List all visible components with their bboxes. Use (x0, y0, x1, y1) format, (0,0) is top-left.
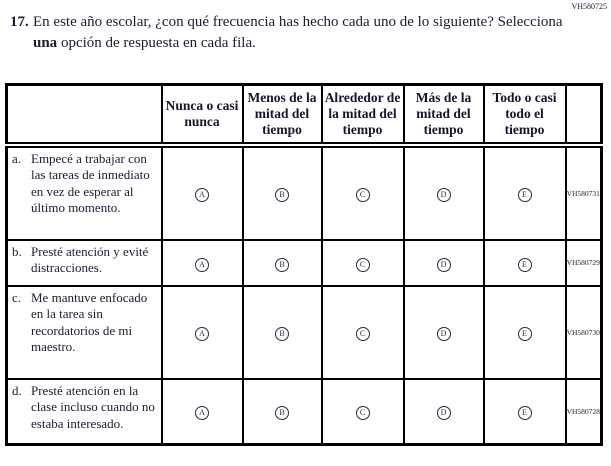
option-bubble-e[interactable]: E (518, 327, 532, 341)
table-row (7, 286, 602, 379)
option-cell (484, 379, 566, 445)
option-cell (404, 240, 484, 286)
column-header-todo: Todo o casi todo el tiempo (484, 85, 566, 145)
option-bubble-a[interactable]: A (195, 258, 209, 272)
option-cell (243, 240, 322, 286)
question-line2-rest: opción de respuesta en cada fila. (57, 35, 256, 51)
option-cell (243, 379, 322, 445)
form-code: VH580725 (571, 2, 607, 11)
option-bubble-c[interactable]: C (356, 327, 370, 341)
row-code: VH580731 (566, 145, 602, 240)
option-cell (484, 240, 566, 286)
option-bubble-a[interactable]: A (195, 406, 209, 420)
row-letter: a. (12, 150, 22, 166)
column-header-alrededor: Alrededor de la mitad del tiempo (322, 85, 404, 145)
option-bubble-d[interactable]: D (437, 327, 451, 341)
option-cell (484, 286, 566, 379)
option-bubble-c[interactable]: C (356, 188, 370, 202)
option-cell (162, 240, 243, 286)
option-cell (243, 286, 322, 379)
option-bubble-e[interactable]: E (518, 188, 532, 202)
row-letter: c. (12, 289, 22, 305)
row-label (7, 240, 162, 286)
header-row (7, 85, 602, 145)
option-bubble-e[interactable]: E (518, 258, 532, 272)
row-label (7, 379, 162, 445)
option-cell (243, 145, 322, 240)
option-cell (322, 286, 404, 379)
option-cell (162, 145, 243, 240)
option-bubble-c[interactable]: C (356, 258, 370, 272)
table-row (7, 145, 602, 240)
option-cell (404, 286, 484, 379)
row-statement: Presté atención en la clase incluso cuando no estaba interesado. (31, 382, 155, 431)
row-label (7, 286, 162, 379)
option-bubble-d[interactable]: D (437, 258, 451, 272)
column-header-menos: Menos de la mitad del tiempo (243, 85, 322, 145)
option-bubble-a[interactable]: A (195, 327, 209, 341)
option-cell (322, 240, 404, 286)
row-code: VH580730 (566, 286, 602, 379)
option-cell (162, 286, 243, 379)
question-block (10, 12, 580, 54)
option-bubble-a[interactable]: A (195, 188, 209, 202)
option-cell (484, 145, 566, 240)
question-number: 17. (10, 14, 29, 30)
row-statement: Presté atención y evité distracciones. (31, 243, 149, 275)
row-letter: b. (12, 243, 22, 259)
response-matrix-table (5, 83, 603, 446)
option-bubble-b[interactable]: B (275, 327, 289, 341)
row-statement: Me mantuve enfocado en la tarea sin recordatorios de mi maestro. (31, 289, 148, 354)
question-text (33, 12, 563, 54)
option-cell (162, 379, 243, 445)
option-bubble-c[interactable]: C (356, 406, 370, 420)
option-cell (322, 145, 404, 240)
column-header-nunca: Nunca o casi nunca (162, 85, 243, 145)
header-stub-cell (7, 85, 162, 145)
question-line1: En este año escolar, ¿con qué frecuencia has hecho cada uno de lo siguiente? Selecciona (33, 14, 563, 30)
row-code: VH580729 (566, 240, 602, 286)
option-cell (322, 379, 404, 445)
option-bubble-d[interactable]: D (437, 406, 451, 420)
option-bubble-b[interactable]: B (275, 406, 289, 420)
column-header-mas: Más de la mitad del tiempo (404, 85, 484, 145)
row-code: VH580728 (566, 379, 602, 445)
table-row (7, 379, 602, 445)
option-cell (404, 145, 484, 240)
row-letter: d. (12, 382, 22, 398)
option-bubble-b[interactable]: B (275, 188, 289, 202)
header-code-cell (566, 85, 602, 145)
question-bold-word: una (33, 35, 58, 51)
table-row (7, 240, 602, 286)
row-label (7, 145, 162, 240)
option-bubble-b[interactable]: B (275, 258, 289, 272)
option-bubble-d[interactable]: D (437, 188, 451, 202)
row-statement: Empecé a trabajar con las tareas de inmediato en vez de esperar al último momento. (31, 150, 150, 215)
option-cell (404, 379, 484, 445)
option-bubble-e[interactable]: E (518, 406, 532, 420)
